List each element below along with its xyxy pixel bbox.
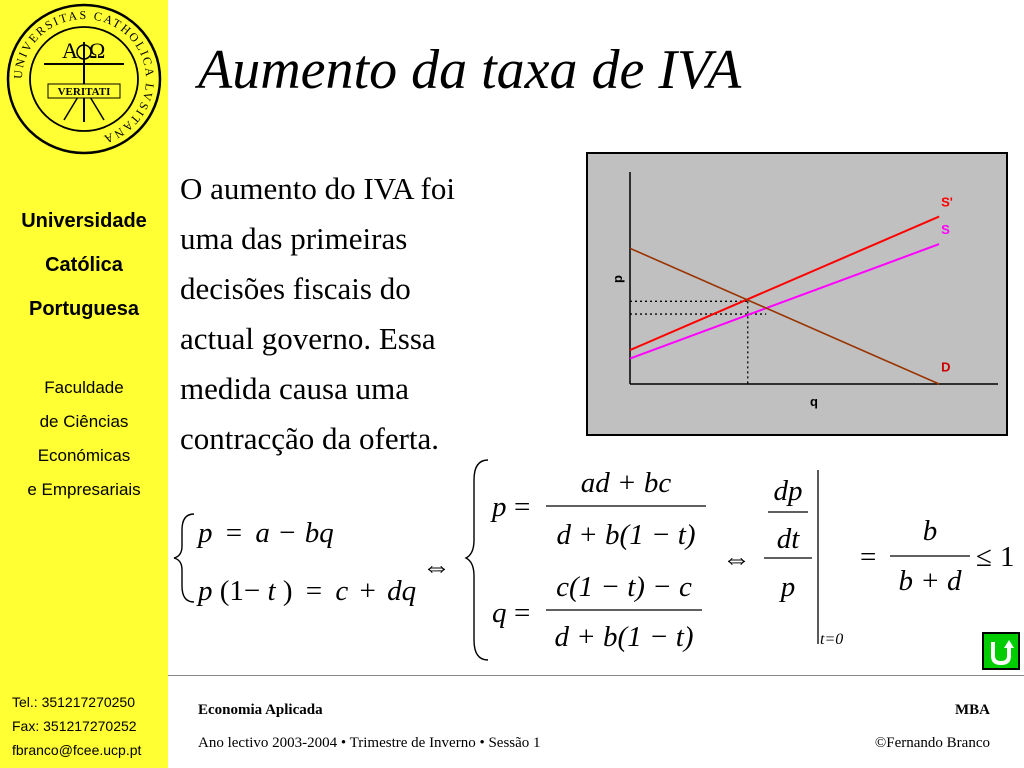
- sys1-eq2: [196, 575, 416, 607]
- university-name-line1: Universidade: [21, 210, 147, 232]
- seal-motto: UNIVERSITAS CATHOLICA LVSITANA: [10, 7, 158, 148]
- brace-system2: [466, 460, 488, 660]
- faculty-line4: e Empresariais: [27, 480, 141, 499]
- sym-eq: =: [305, 575, 323, 607]
- intro-line: uma das primeiras: [180, 221, 408, 256]
- footer-author: ©Fernando Branco: [874, 735, 990, 751]
- sym-plus: +: [359, 575, 376, 607]
- university-name-line3: Portuguesa: [28, 298, 140, 320]
- university-seal-icon: [4, 2, 164, 157]
- university-name-line2: Católica: [45, 254, 123, 276]
- contact-tel: Tel.: 351217270250: [12, 694, 135, 710]
- contact-email[interactable]: fbranco@fcee.ucp.pt: [12, 742, 142, 758]
- sym-dq: dq: [387, 575, 417, 607]
- intro-line: actual governo. Essa: [180, 321, 436, 356]
- faculty-line2: de Ciências: [39, 412, 129, 431]
- result-one: 1: [1000, 541, 1015, 573]
- brace-system1: [174, 514, 194, 602]
- series-label-s: S: [941, 222, 950, 238]
- intro-text: [180, 164, 580, 464]
- series-line-s-prime: [630, 217, 939, 351]
- sys2-p-eq: =: [514, 491, 531, 523]
- chart-canvas: [588, 154, 1006, 434]
- footer-program: MBA: [955, 702, 990, 718]
- deriv-dt: dt: [776, 523, 800, 555]
- result-denominator: b + d: [898, 565, 962, 597]
- return-button[interactable]: [982, 632, 1020, 670]
- sym-paren-close: ): [282, 575, 293, 607]
- intro-line: medida causa uma: [180, 371, 409, 406]
- sym-paren-one-minus: (1−: [219, 575, 261, 607]
- sys2-p-lhs: p: [492, 491, 507, 523]
- intro-line: decisões fiscais do: [180, 271, 411, 306]
- footer-divider: [168, 675, 1024, 676]
- sys2-q-eq: =: [514, 597, 531, 629]
- series-label-s-prime: S': [941, 194, 953, 210]
- sym-p: p: [198, 517, 213, 549]
- footer-course: Economia Aplicada: [198, 702, 323, 718]
- sys2-q-denominator: d + b(1 − t): [554, 621, 694, 653]
- sym-p: p: [198, 575, 213, 607]
- result-leq: ≤: [976, 541, 992, 573]
- sym-c: c: [335, 575, 349, 607]
- sys2-q-lhs: q: [492, 597, 507, 629]
- faculty-line1: Faculdade: [44, 378, 124, 397]
- deriv-p: p: [780, 571, 796, 603]
- svg-text:Ω: Ω: [89, 38, 106, 63]
- supply-demand-chart: [586, 152, 1008, 436]
- svg-text:A: A: [62, 38, 78, 63]
- intro-line: contracção da oferta.: [180, 421, 440, 456]
- result-numerator: b: [922, 515, 938, 547]
- result-fraction: [880, 500, 1024, 610]
- contact-fax: Fax: 351217270252: [12, 718, 137, 734]
- return-u-icon: [984, 634, 1018, 668]
- sys2-p-denominator: d + b(1 − t): [556, 519, 696, 551]
- sym-minus: −: [279, 517, 296, 549]
- iff-symbol-2: ⇔: [722, 543, 751, 575]
- series-line-d: [630, 248, 939, 384]
- result-eq: =: [860, 541, 877, 573]
- x-axis-label: q: [810, 394, 818, 409]
- iff-symbol-1: ⇔: [422, 551, 451, 583]
- series-label-d: D: [941, 359, 951, 375]
- footer-session: Ano lectivo 2003-2004 • Trimestre de Inverno • Sessão 1: [198, 735, 541, 751]
- sys2-p-numerator: ad + bc: [580, 467, 672, 499]
- sys2-q-numerator: c(1 − t) − c: [556, 571, 692, 603]
- sym-bq: bq: [304, 517, 334, 549]
- intro-line: O aumento do IVA foi: [180, 171, 455, 206]
- y-axis-label: p: [610, 275, 625, 283]
- deriv-dp: dp: [773, 475, 803, 507]
- sym-a: a: [255, 517, 270, 549]
- slide-title: Aumento da taxa de IVA: [198, 39, 742, 101]
- sym-eq: =: [225, 517, 243, 549]
- sys1-eq1: [196, 517, 334, 549]
- sidebar: [0, 0, 168, 768]
- seal-veritati: VERITATI: [57, 86, 111, 98]
- faculty-line3: Económicas: [37, 446, 131, 465]
- sym-t: t: [267, 575, 276, 607]
- equation-derivation: [168, 440, 888, 670]
- deriv-eval-point: t=0: [820, 631, 844, 648]
